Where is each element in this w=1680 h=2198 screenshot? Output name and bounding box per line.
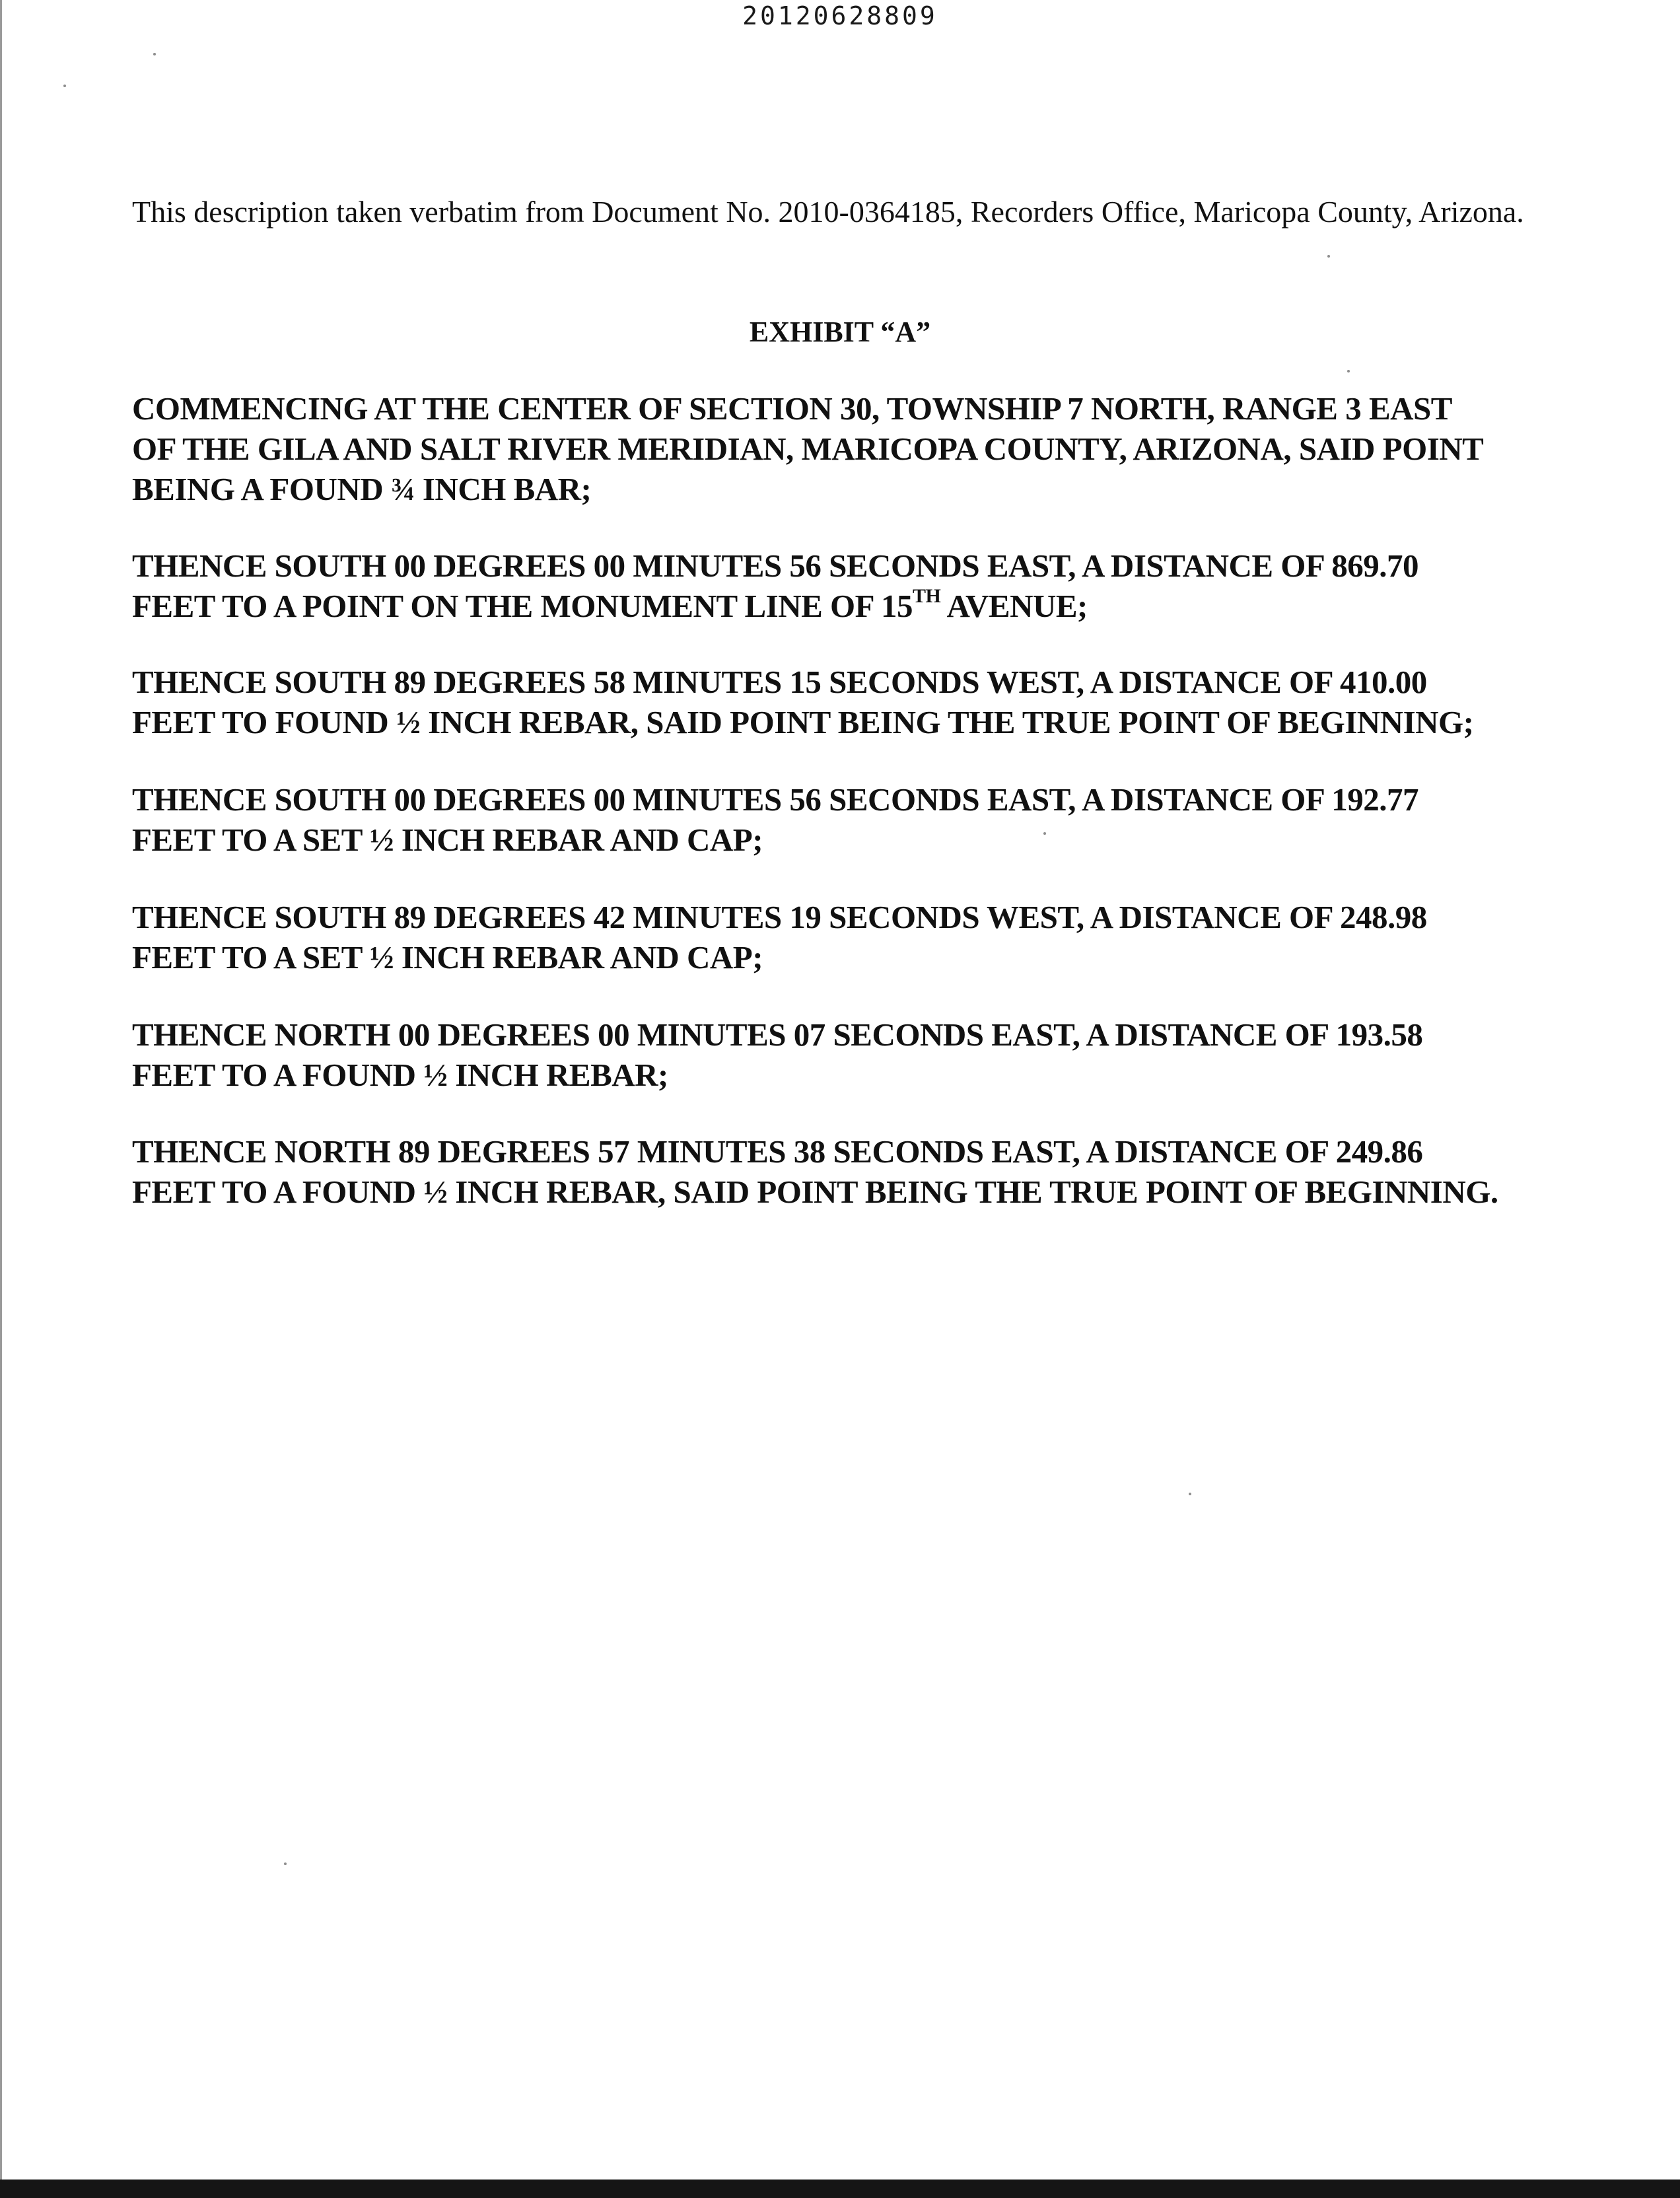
call-1-text-end: AVENUE; — [940, 588, 1088, 624]
intro-paragraph: This description taken verbatim from Document No. 2010-0364185, Recorders Office, Maricopa County, Arizona. — [132, 195, 1524, 229]
scan-bottom-edge — [0, 2180, 1680, 2198]
scan-speck — [1327, 255, 1330, 258]
legal-paragraph-call-5: THENCE NORTH 00 DEGREES 00 MINUTES 07 SECONDS EAST, A DISTANCE OF 193.58 FEET TO A FOUND ½ INCH REBAR; — [132, 1016, 1423, 1093]
legal-paragraph-call-1 — [132, 546, 1578, 626]
ordinal-suffix: TH — [913, 585, 941, 607]
scan-speck — [1043, 832, 1046, 835]
legal-paragraph-call-6: THENCE NORTH 89 DEGREES 57 MINUTES 38 SECONDS EAST, A DISTANCE OF 249.86 FEET TO A FOUND ½ INCH REBAR, SAID POINT BEING THE TRUE POINT OF BEGINNING. — [132, 1133, 1498, 1210]
recording-number: 20120628809 — [742, 1, 938, 30]
legal-paragraph-call-2: THENCE SOUTH 89 DEGREES 58 MINUTES 15 SECONDS WEST, A DISTANCE OF 410.00 FEET TO FOUND ½ INCH REBAR, SAID POINT BEING THE TRUE POINT OF BEGINNING; — [132, 664, 1474, 740]
call-1-text: THENCE SOUTH 00 DEGREES 00 MINUTES 56 SECONDS EAST, A DISTANCE OF 869.70 FEET TO A POINT ON THE MONUMENT LINE OF 15 — [132, 548, 1418, 624]
scan-speck — [1189, 1493, 1191, 1495]
scan-speck — [1347, 370, 1350, 372]
legal-paragraph-call-4: THENCE SOUTH 89 DEGREES 42 MINUTES 19 SECONDS WEST, A DISTANCE OF 248.98 FEET TO A SET ½ INCH REBAR AND CAP; — [132, 899, 1427, 975]
legal-paragraph-call-3: THENCE SOUTH 00 DEGREES 00 MINUTES 56 SECONDS EAST, A DISTANCE OF 192.77 FEET TO A SET ½ INCH REBAR AND CAP; — [132, 781, 1418, 858]
exhibit-title: EXHIBIT “A” — [749, 316, 931, 348]
scan-speck — [284, 1862, 287, 1865]
legal-paragraph-commencing: COMMENCING AT THE CENTER OF SECTION 30, TOWNSHIP 7 NORTH, RANGE 3 EAST OF THE GILA AND SALT RIVER MERIDIAN, MARICOPA COUNTY, ARIZONA, SAID POINT BEING A FOUND ¾ INCH BAR; — [132, 390, 1484, 507]
scan-speck — [63, 85, 66, 87]
scan-speck — [153, 53, 156, 55]
